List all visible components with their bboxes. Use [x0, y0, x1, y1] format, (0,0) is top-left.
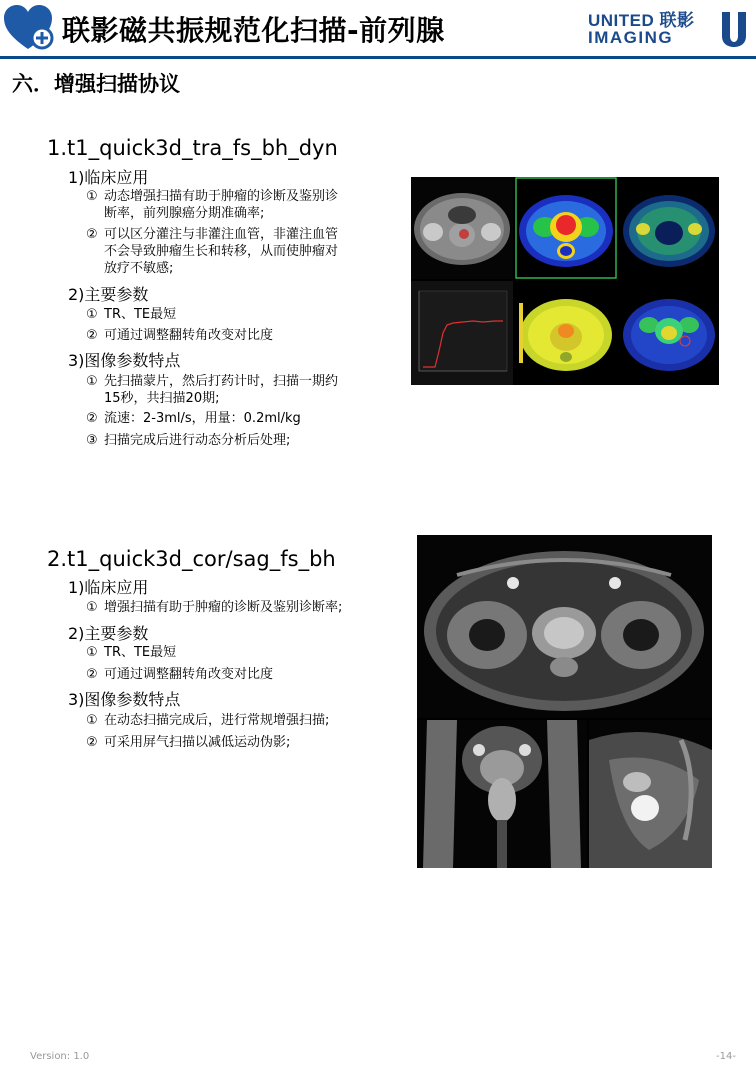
perfusion-map-blue-image	[619, 281, 719, 385]
item-text: 先扫描蒙片，然后打药计时，扫描一期约	[104, 374, 339, 389]
protocol-1-features-item-1	[86, 373, 338, 407]
protocol-2-params-item-1	[86, 644, 176, 661]
perfusion-map-noise-image	[619, 177, 719, 279]
item-text: 扫描完成后进行动态分析后处理;	[104, 433, 291, 448]
brand-line-1: UNITED 联影	[588, 11, 695, 30]
t1-axial-grayscale-image	[411, 177, 513, 279]
heart-plus-logo-icon	[2, 2, 54, 54]
item-text: 动态增强扫描有助于肿瘤的诊断及鉴别诊	[104, 189, 339, 204]
protocol-1-clinical-item-2	[86, 226, 338, 277]
protocol-2-features-heading: 3)图像参数特点	[68, 690, 181, 709]
protocol-1-features-item-2	[86, 410, 301, 427]
item-number: ②	[86, 667, 98, 682]
item-number: ②	[86, 735, 98, 750]
perfusion-map-hot-image	[515, 177, 617, 279]
protocol-2-features-item-1	[86, 712, 329, 729]
item-number: ①	[86, 374, 98, 389]
brand-line-2: IMAGING	[588, 28, 674, 47]
item-text: 流速：2-3ml/s，用量：0.2ml/kg	[104, 411, 301, 426]
protocol-2-features-item-2	[86, 734, 290, 751]
item-number: ①	[86, 307, 98, 322]
item-text: 可采用屏气扫描以减低运动伪影;	[104, 735, 291, 750]
protocol-1-title: 1.t1_quick3d_tra_fs_bh_dyn	[47, 136, 338, 160]
protocol-2-clinical-heading: 1)临床应用	[68, 578, 149, 597]
item-text-continued: 15秒，共扫描20期;	[104, 391, 220, 406]
coronal-enhanced-image	[417, 720, 587, 868]
protocol-1-features-heading: 3)图像参数特点	[68, 351, 181, 370]
item-text-continued: 断率，前列腺癌分期准确率;	[104, 206, 265, 221]
page-number: -14-	[716, 1051, 736, 1062]
item-number: ①	[86, 713, 98, 728]
page-header	[0, 0, 756, 56]
protocol-2-clinical-item-1	[86, 599, 342, 616]
item-number: ①	[86, 600, 98, 615]
protocol-1-clinical-heading: 1)临床应用	[68, 168, 149, 187]
protocol-1-params-item-2	[86, 327, 273, 344]
protocol-1-params-item-1	[86, 306, 176, 323]
item-number: ③	[86, 433, 98, 448]
version-label: Version: 1.0	[30, 1051, 90, 1062]
item-number: ①	[86, 189, 98, 204]
item-text: TR、TE最短	[104, 645, 177, 660]
item-text: 可通过调整翻转角改变对比度	[104, 667, 274, 682]
axial-enhanced-image	[417, 535, 712, 718]
item-text: 可通过调整翻转角改变对比度	[104, 328, 274, 343]
time-intensity-curve-image	[411, 281, 513, 385]
item-text: 增强扫描有助于肿瘤的诊断及鉴别诊断率;	[104, 600, 343, 615]
item-number: ①	[86, 645, 98, 660]
item-text: TR、TE最短	[104, 307, 177, 322]
protocol-1-params-heading: 2)主要参数	[68, 285, 149, 304]
united-imaging-mark-icon	[720, 10, 748, 48]
header-divider	[0, 56, 756, 59]
item-number: ②	[86, 328, 98, 343]
item-text: 可以区分灌注与非灌注血管，非灌注血管	[104, 227, 339, 242]
item-number: ②	[86, 411, 98, 426]
item-text-continued: 不会导致肿瘤生长和转移，从而使肿瘤对	[104, 244, 339, 259]
protocol-2-params-item-2	[86, 666, 273, 683]
item-number: ②	[86, 227, 98, 242]
section-title: 六．增强扫描协议	[12, 72, 180, 96]
item-text: 在动态扫描完成后，进行常规增强扫描;	[104, 713, 330, 728]
sagittal-enhanced-image	[589, 720, 712, 868]
brand-wordmark	[588, 12, 695, 46]
perfusion-map-yellow-image	[515, 281, 617, 385]
document-title: 联影磁共振规范化扫描-前列腺	[62, 14, 445, 47]
dynamic-perfusion-figure	[411, 177, 719, 385]
protocol-1-features-item-3	[86, 432, 290, 449]
protocol-2-params-heading: 2)主要参数	[68, 624, 149, 643]
protocol-2-title: 2.t1_quick3d_cor/sag_fs_bh	[47, 547, 336, 571]
protocol-1-clinical-item-1	[86, 188, 338, 222]
contrast-enhanced-figure	[417, 535, 712, 868]
item-text-continued-2: 放疗不敏感;	[104, 261, 174, 276]
